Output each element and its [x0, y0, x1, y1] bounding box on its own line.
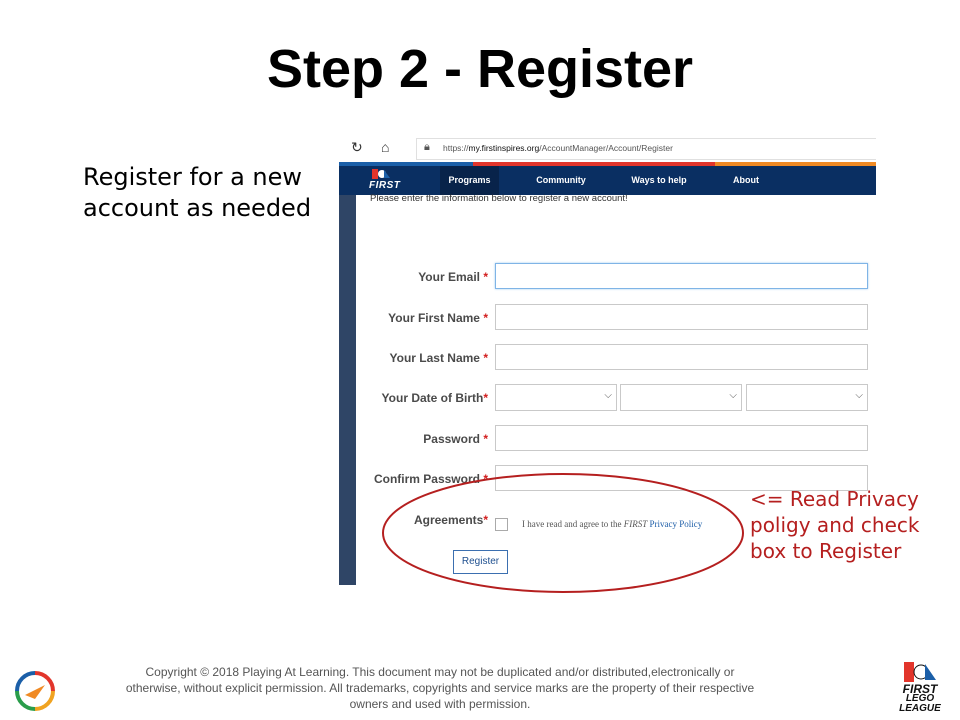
dob-label: Your Date of Birth*	[381, 391, 488, 405]
last-name-label: Your Last Name *	[389, 351, 488, 365]
privacy-agree-text: I have read and agree to the FIRST Privacy Policy	[522, 519, 703, 529]
privacy-policy-link[interactable]: Privacy Policy	[649, 519, 703, 529]
last-name-input[interactable]	[495, 344, 868, 370]
confirm-password-label: Confirm Password *	[373, 472, 488, 486]
home-icon[interactable]: ⌂	[381, 139, 390, 155]
chevron-down-icon: ⌵	[855, 390, 863, 401]
dob-year-select[interactable]	[746, 384, 868, 411]
lock-icon: 🔒︎	[424, 141, 430, 153]
dob-day-select[interactable]	[620, 384, 742, 411]
slide-left-text: Register for a new account as needed	[83, 163, 312, 222]
first-logo[interactable]: FIRST	[368, 169, 400, 193]
first-lego-league-logo: FIRST LEGO LEAGUE	[892, 660, 948, 716]
browser-toolbar	[339, 135, 876, 163]
first-name-label: Your First Name *	[388, 311, 488, 325]
email-label: Your Email *	[418, 270, 488, 284]
nav-ways-to-help[interactable]: Ways to help	[631, 175, 687, 185]
privacy-agree-checkbox[interactable]	[495, 518, 508, 531]
chevron-down-icon: ⌵	[604, 390, 612, 401]
nav-about[interactable]: About	[733, 175, 759, 185]
chevron-down-icon: ⌵	[729, 390, 737, 401]
url-text: https://my.firstinspires.org/AccountManager/Account/Register	[443, 143, 673, 153]
left-sidebar-strip	[339, 195, 356, 585]
password-label: Password *	[423, 432, 488, 446]
copyright-notice: Copyright © 2018 Playing At Learning. This document may not be duplicated and/or distributed,electronically or otherwise, without explicit permission. All trademarks, copyrights and service marks are the property of their respective owners and used with permission.	[125, 665, 755, 711]
playing-at-learning-logo	[14, 670, 56, 712]
slide-title: Step 2 - Register	[266, 39, 694, 99]
address-bar[interactable]	[416, 138, 876, 160]
refresh-icon[interactable]: ↻	[351, 139, 363, 155]
agreements-label: Agreements*	[413, 513, 488, 527]
site-navbar	[339, 166, 876, 195]
password-input[interactable]	[495, 425, 868, 451]
dob-month-select[interactable]	[495, 384, 617, 411]
first-flag-icon	[372, 169, 390, 179]
nav-community[interactable]: Community	[536, 175, 586, 185]
fll-flag-icon	[904, 662, 936, 682]
nav-programs[interactable]: Programs	[440, 166, 499, 195]
email-input[interactable]	[495, 263, 868, 289]
first-name-input[interactable]	[495, 304, 868, 330]
intro-text: Please enter the information below to register a new account!	[370, 193, 628, 204]
annotation-text: <= Read Privacy poligy and check box to Register	[750, 487, 920, 563]
register-button[interactable]: Register	[453, 550, 508, 574]
